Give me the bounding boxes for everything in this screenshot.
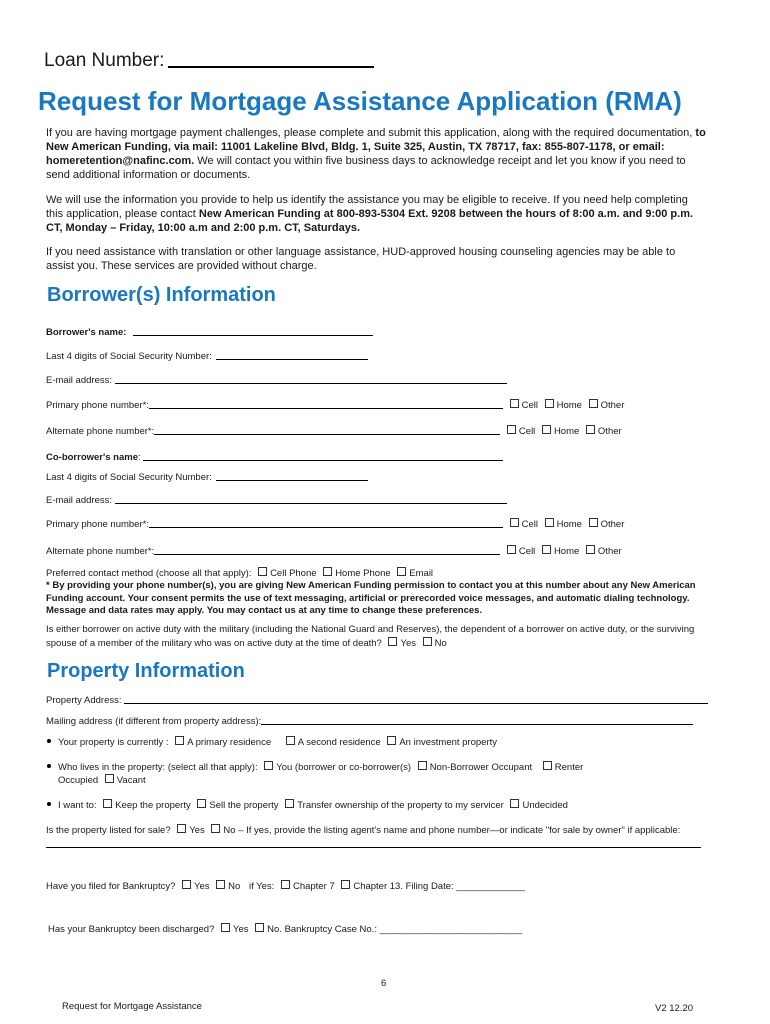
home-phone-checkbox[interactable] xyxy=(323,567,332,576)
home-checkbox[interactable] xyxy=(545,518,554,527)
property-status-label: Your property is currently : xyxy=(58,737,169,748)
military-text: Is either borrower on active duty with the military (including the National Guard and Reserves), the dependent of a borrower on active duty, or the surviving spouse of a member of the military who was on active duty at the time of death? xyxy=(46,624,695,649)
other-label: Other xyxy=(600,400,625,411)
coborrower-ssn-line[interactable] xyxy=(216,470,368,481)
discharged-label: Has your Bankruptcy been discharged? xyxy=(48,924,215,935)
other-label: Other xyxy=(600,519,625,530)
borrower-email-label: E-mail address: xyxy=(46,375,112,386)
undecided-checkbox[interactable] xyxy=(510,799,519,808)
investment-property-label: An investment property xyxy=(399,737,498,748)
listed-yes-label: Yes xyxy=(189,825,205,836)
coborrower-ssn-row xyxy=(46,470,368,483)
sell-property-checkbox[interactable] xyxy=(197,799,206,808)
discharged-row xyxy=(48,923,522,935)
cell-phone-label: Cell Phone xyxy=(270,568,317,579)
chapter-13-label: Chapter 13. Filing Date: _____________ xyxy=(353,881,525,892)
borrower-name-label: Borrower's name: xyxy=(46,327,127,338)
primary-phone-line[interactable] xyxy=(149,398,503,409)
alt-phone-line[interactable] xyxy=(154,424,500,435)
occupancy-label: Who lives in the property: (select all that apply): xyxy=(58,762,258,773)
other-checkbox[interactable] xyxy=(589,399,598,408)
borrower-occupant-checkbox[interactable] xyxy=(264,761,273,770)
borrower-primary-phone-row xyxy=(46,398,624,411)
coborrower-primary-phone-row xyxy=(46,517,624,530)
cell-phone-checkbox[interactable] xyxy=(258,567,267,576)
cell-checkbox[interactable] xyxy=(507,545,516,554)
keep-property-label: Keep the property xyxy=(115,800,191,811)
co-primary-phone-line[interactable] xyxy=(149,517,503,528)
borrower-alt-phone-row xyxy=(46,424,622,437)
other-label: Other xyxy=(597,546,622,557)
borrower-name-line[interactable] xyxy=(133,325,373,336)
second-residence-label: A second residence xyxy=(297,737,381,748)
renter-checkbox[interactable] xyxy=(543,761,552,770)
property-address-label: Property Address: xyxy=(46,695,122,706)
renter-label: Renter xyxy=(554,762,584,773)
listed-no-checkbox[interactable] xyxy=(211,824,220,833)
contact-method-row xyxy=(46,567,433,579)
home-label: Home xyxy=(556,400,582,411)
intro-paragraph-1 xyxy=(46,126,706,182)
property-address-row xyxy=(46,693,708,706)
sell-property-label: Sell the property xyxy=(209,800,279,811)
listed-for-sale-label: Is the property listed for sale? xyxy=(46,825,171,836)
property-address-line[interactable] xyxy=(124,693,708,704)
coborrower-name-line[interactable] xyxy=(143,450,503,461)
bankruptcy-no-checkbox[interactable] xyxy=(216,880,225,889)
undecided-label: Undecided xyxy=(522,800,568,811)
occupied-label: Occupied xyxy=(58,775,99,786)
cell-checkbox[interactable] xyxy=(510,399,519,408)
coborrower-email-label: E-mail address: xyxy=(46,495,112,506)
listed-yes-checkbox[interactable] xyxy=(177,824,186,833)
intro-p2-text: We will use the information you provide to help us identify the assistance you may be eligible to receive. If you need help completing this application, please contact xyxy=(46,194,688,220)
intro-p1-followup: We will contact you within five business days to acknowledge receipt and let you know if you need to send additional information or documents. xyxy=(46,155,686,181)
alt-phone-label: Alternate phone number*: xyxy=(46,426,155,437)
chapter-13-checkbox[interactable] xyxy=(341,880,350,889)
footer-version: V2 12.20 xyxy=(655,1003,694,1014)
discharged-yes-checkbox[interactable] xyxy=(221,923,230,932)
page-title: Request for Mortgage Assistance Application (RMA) xyxy=(38,86,682,116)
primary-phone-label: Primary phone number*: xyxy=(46,400,149,411)
vacant-label: Vacant xyxy=(116,775,146,786)
intent-label: I want to: xyxy=(58,800,97,811)
home-checkbox[interactable] xyxy=(542,425,551,434)
contact-method-label: Preferred contact method (choose all that apply): xyxy=(46,568,252,579)
borrower-heading: Borrower(s) Information xyxy=(47,284,276,306)
transfer-ownership-checkbox[interactable] xyxy=(285,799,294,808)
occupancy-row-2 xyxy=(58,774,146,786)
mailing-address-line[interactable] xyxy=(261,714,693,725)
intro-p1-text: If you are having mortgage payment challenges, please complete and submit this application, along with the required documentation, xyxy=(46,127,693,139)
intent-row xyxy=(47,799,568,811)
chapter-7-checkbox[interactable] xyxy=(281,880,290,889)
email-label: Email xyxy=(409,568,434,579)
no-label: No xyxy=(434,637,447,649)
military-yes-checkbox[interactable] xyxy=(388,637,397,646)
listed-no-label: No – If yes, provide the listing agent's name and phone number—or indicate "for sale by owner" if applicable: xyxy=(223,825,681,836)
cell-checkbox[interactable] xyxy=(510,518,519,527)
bankruptcy-yes-label: Yes xyxy=(194,881,210,892)
cell-checkbox[interactable] xyxy=(507,425,516,434)
intro-paragraph-3: If you need assistance with translation or other language assistance, HUD-approved housing counseling agencies may be able to assist you. These services are provided without charge. xyxy=(46,246,676,272)
home-phone-label: Home Phone xyxy=(335,568,391,579)
military-no-checkbox[interactable] xyxy=(423,637,432,646)
occupancy-row xyxy=(47,761,583,773)
borrower-ssn-label: Last 4 digits of Social Security Number: xyxy=(46,351,212,362)
bullet-icon xyxy=(47,739,51,743)
bankruptcy-yes-checkbox[interactable] xyxy=(182,880,191,889)
bankruptcy-no-label: No xyxy=(228,881,241,892)
listed-for-sale-row xyxy=(46,824,680,836)
military-question xyxy=(46,624,696,650)
intro-p2-contact: New American Funding at 800-893-5304 Ext. 9208 between the hours of 8:00 a.m. and 9:00 p.m. CT, Monday – Friday, 10:00 a.m and 2:00 p.m. CT, Saturdays. xyxy=(46,208,694,234)
coborrower-name-label: Co-borrower's name xyxy=(46,452,138,463)
bankruptcy-row xyxy=(46,880,525,892)
borrower-ssn-row xyxy=(46,349,368,362)
cell-label: Cell xyxy=(518,546,536,557)
co-primary-phone-label: Primary phone number*: xyxy=(46,519,149,530)
loan-number-line[interactable] xyxy=(168,48,374,68)
discharged-no-label: No. Bankruptcy Case No.: ___________________________ xyxy=(267,924,523,935)
coborrower-email-line[interactable] xyxy=(115,493,507,504)
footer-left: Request for Mortgage Assistance xyxy=(62,1001,202,1012)
borrower-email-line[interactable] xyxy=(115,373,507,384)
keep-property-checkbox[interactable] xyxy=(103,799,112,808)
primary-residence-checkbox[interactable] xyxy=(175,736,184,745)
home-checkbox[interactable] xyxy=(545,399,554,408)
intro-p1-contact: to New American Funding, via mail: 11001 Lakeline Blvd, Bldg. 1, Suite 325, Austin, TX 78717, fax: 855-807-1178, or email: homeretention@nafinc.com. xyxy=(46,127,706,167)
other-checkbox[interactable] xyxy=(589,518,598,527)
investment-property-checkbox[interactable] xyxy=(387,736,396,745)
borrower-occupant-label: You (borrower or co-borrower(s) xyxy=(276,762,412,773)
coborrower-name-row xyxy=(46,450,503,463)
other-checkbox[interactable] xyxy=(586,425,595,434)
loan-number-field xyxy=(44,48,374,72)
bullet-icon xyxy=(47,802,51,806)
coborrower-ssn-label: Last 4 digits of Social Security Number: xyxy=(46,472,212,483)
coborrower-email-row xyxy=(46,493,507,506)
email-checkbox[interactable] xyxy=(397,567,406,576)
chapter-7-label: Chapter 7 xyxy=(292,881,335,892)
if-yes-label: if Yes: xyxy=(248,881,275,892)
home-label: Home xyxy=(556,519,582,530)
co-alt-phone-label: Alternate phone number*: xyxy=(46,546,155,557)
borrower-ssn-line[interactable] xyxy=(216,349,368,360)
mailing-address-label: Mailing address (if different from property address): xyxy=(46,716,262,727)
listing-agent-line[interactable] xyxy=(46,847,701,848)
yes-label: Yes xyxy=(400,637,416,649)
cell-label: Cell xyxy=(521,400,538,411)
loan-number-label: Loan Number: xyxy=(44,50,165,71)
coborrower-colon: : xyxy=(138,452,141,463)
cell-label: Cell xyxy=(518,426,536,437)
cell-label: Cell xyxy=(521,519,538,530)
other-label: Other xyxy=(597,426,622,437)
transfer-ownership-label: Transfer ownership of the property to my servicer xyxy=(297,800,504,811)
property-heading: Property Information xyxy=(47,660,245,682)
bullet-icon xyxy=(47,764,51,768)
bankruptcy-label: Have you filed for Bankruptcy? xyxy=(46,881,176,892)
consent-notice: * By providing your phone number(s), you are giving New American Funding permission to contact you at this number about any New American Funding account. Your consent permits the use of text messaging, artificial or prerecorded voice messages, and automatic dialing technology. Message and data rates may apply. You may contact us at any time to change these preferences. xyxy=(46,580,696,616)
co-alt-phone-line[interactable] xyxy=(154,544,500,555)
home-label: Home xyxy=(553,546,580,557)
non-borrower-occupant-label: Non-Borrower Occupant xyxy=(429,762,533,773)
coborrower-alt-phone-row xyxy=(46,544,622,557)
intro-paragraph-2 xyxy=(46,193,706,235)
primary-residence-label: A primary residence xyxy=(187,737,272,748)
discharged-yes-label: Yes xyxy=(233,924,249,935)
vacant-checkbox[interactable] xyxy=(105,774,114,783)
discharged-no-checkbox[interactable] xyxy=(255,923,264,932)
home-checkbox[interactable] xyxy=(542,545,551,554)
other-checkbox[interactable] xyxy=(586,545,595,554)
borrower-email-row xyxy=(46,373,507,386)
mailing-address-row xyxy=(46,714,693,727)
page-number: 6 xyxy=(381,978,387,989)
non-borrower-occupant-checkbox[interactable] xyxy=(418,761,427,770)
borrower-name-row xyxy=(46,325,373,338)
second-residence-checkbox[interactable] xyxy=(286,736,295,745)
home-label: Home xyxy=(553,426,580,437)
property-status-row xyxy=(47,736,497,748)
